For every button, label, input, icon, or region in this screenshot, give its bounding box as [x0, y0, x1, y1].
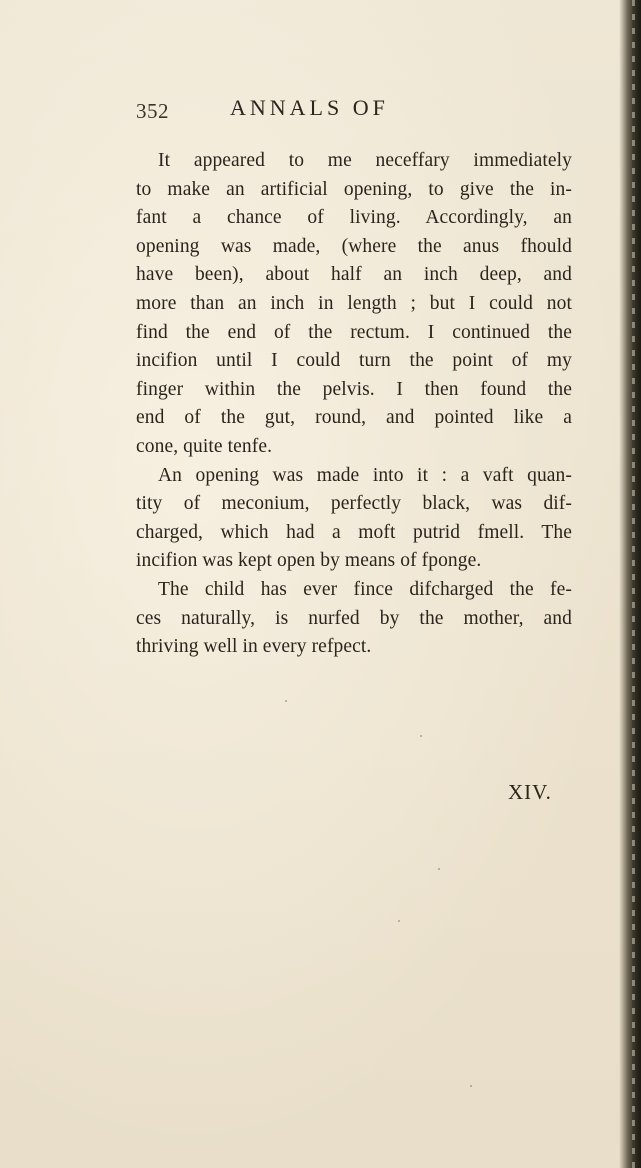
text-line: incifion until I could turn the point of my: [136, 350, 572, 372]
paper-speck: [398, 920, 400, 922]
text-line: opening was made, (where the anus fhould: [136, 235, 572, 257]
text-line: more than an inch in length ; but I could not: [136, 292, 572, 314]
paragraph-1: [136, 147, 572, 462]
text-line: have been), about half an inch deep, and: [136, 264, 572, 286]
text-line: tity of meconium, perfectly black, was dif-: [136, 493, 572, 515]
text-line: end of the gut, round, and pointed like a: [136, 407, 572, 429]
text-line: to make an artificial opening, to give the in-: [136, 178, 572, 200]
paragraph-2: [136, 462, 572, 576]
text-line: thriving well in every refpect.: [136, 636, 372, 658]
page-gutter: [619, 0, 641, 1168]
page-number: 352: [136, 99, 169, 123]
running-head: ANNALS OF: [230, 95, 389, 120]
text-line: cone, quite tenfe.: [136, 435, 273, 457]
text-line: An opening was made into it : a vaft quan-: [158, 464, 572, 486]
text-line: It appeared to me neceffary immediately: [158, 150, 572, 171]
body-text: [136, 147, 572, 662]
page-gutter-edge: [632, 0, 635, 1168]
paper-speck: [285, 700, 287, 702]
text-line: charged, which had a moft putrid fmell. The: [136, 521, 572, 543]
paper-speck: [438, 868, 440, 870]
text-line: fant a chance of living. Accordingly, an: [136, 207, 572, 229]
paragraph-3: [136, 576, 572, 662]
text-line: The child has ever fince difcharged the fe-: [158, 578, 572, 600]
paper-speck: [470, 1085, 472, 1087]
text-line: incifion was kept open by means of fponge.: [136, 550, 482, 572]
text-line: finger within the pelvis. I then found the: [136, 378, 572, 400]
paper-speck: [420, 735, 422, 737]
text-line: find the end of the rectum. I continued the: [136, 321, 572, 343]
page-header: [136, 95, 596, 125]
section-marker: XIV.: [508, 780, 552, 804]
text-line: ces naturally, is nurfed by the mother, and: [136, 607, 572, 629]
